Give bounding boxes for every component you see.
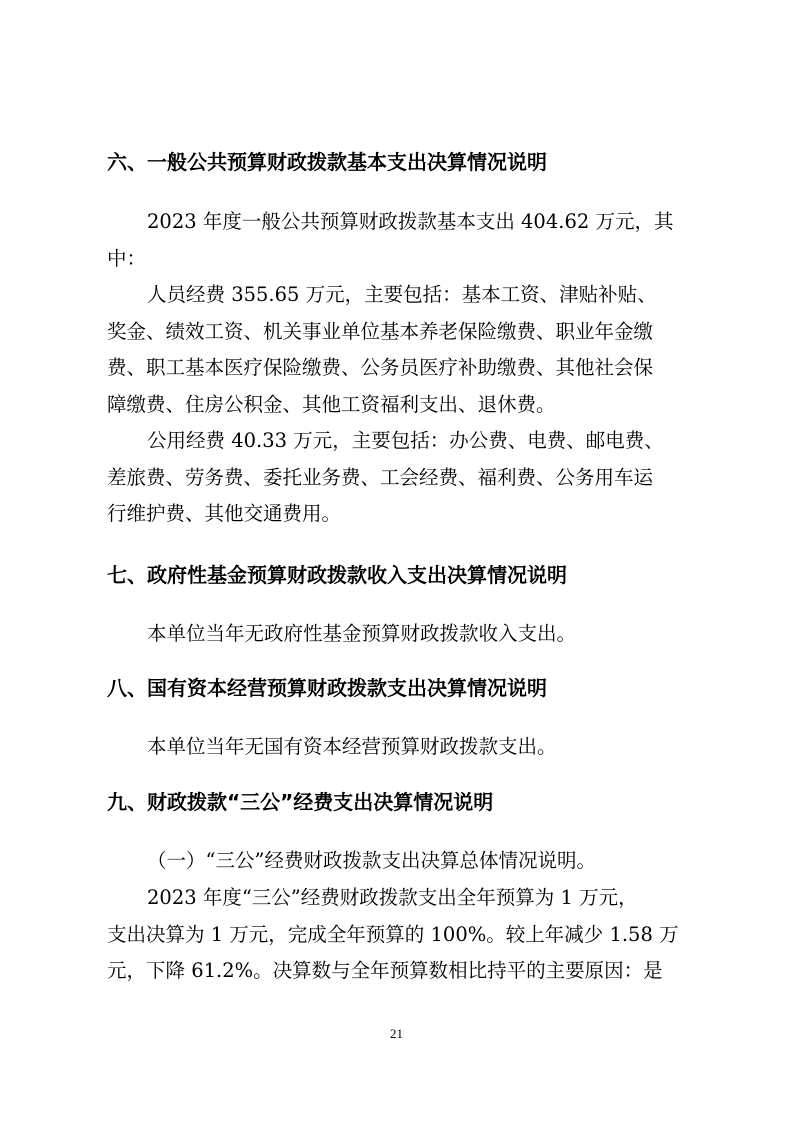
text-line: 2023 年度一般公共预算财政拨款基本支出 404.62 万元，其 [147, 210, 674, 233]
text-line: 障缴费、住房公积金、其他工资福利支出、退休费。 [107, 392, 556, 416]
text-line: 元，下降 61.2%。决算数与全年预算数相比持平的主要原因：是 [107, 959, 663, 982]
section-9-paragraph-1 [107, 880, 697, 990]
section-9-subheading-1 [107, 843, 697, 880]
text-line: 费、职工基本医疗保险缴费、公务员医疗补助缴费、其他社会保 [107, 356, 654, 379]
text-line: 2023 年度“三公”经费财政拨款支出全年预算为 1 万元， [147, 886, 638, 909]
text-line: 人员经费 355.65 万元，主要包括：基本工资、津贴补贴、 [147, 283, 657, 306]
section-8-paragraph-1 [107, 729, 697, 766]
section-6-paragraph-1 [107, 204, 697, 277]
section-7-heading: 七、政府性基金预算财政拨款收入支出决算情况说明 [107, 563, 567, 587]
text-line: （一）“三公”经费财政拨款支出决算总体情况说明。 [147, 849, 596, 872]
section-8-heading: 八、国有资本经营预算财政拨款支出决算情况说明 [107, 676, 547, 700]
text-line: 本单位当年无国有资本经营预算财政拨款支出。 [147, 735, 557, 758]
text-line: 差旅费、劳务费、委托业务费、工会经费、福利费、公务用车运 [107, 465, 654, 489]
section-6-paragraph-3 [107, 423, 697, 533]
text-line: 奖金、绩效工资、机关事业单位基本养老保险缴费、职业年金缴 [107, 319, 654, 343]
section-6-paragraph-2 [107, 277, 697, 423]
text-line: 行维护费、其他交通费用。 [107, 502, 342, 525]
text-line: 中： [107, 246, 147, 270]
page-number: 21 [390, 1026, 403, 1041]
text-line: 支出决算为 1 万元，完成全年预算的 100%。较上年减少 1.58 万 [107, 922, 679, 946]
text-line: 公用经费 40.33 万元，主要包括：办公费、电费、邮电费、 [147, 429, 664, 452]
section-6-heading: 六、一般公共预算财政拨款基本支出决算情况说明 [107, 150, 547, 174]
text-line: 本单位当年无政府性基金预算财政拨款收入支出。 [147, 622, 577, 645]
section-9-heading: 九、财政拨款“三公”经费支出决算情况说明 [107, 790, 494, 814]
section-7-paragraph-1 [107, 616, 697, 653]
